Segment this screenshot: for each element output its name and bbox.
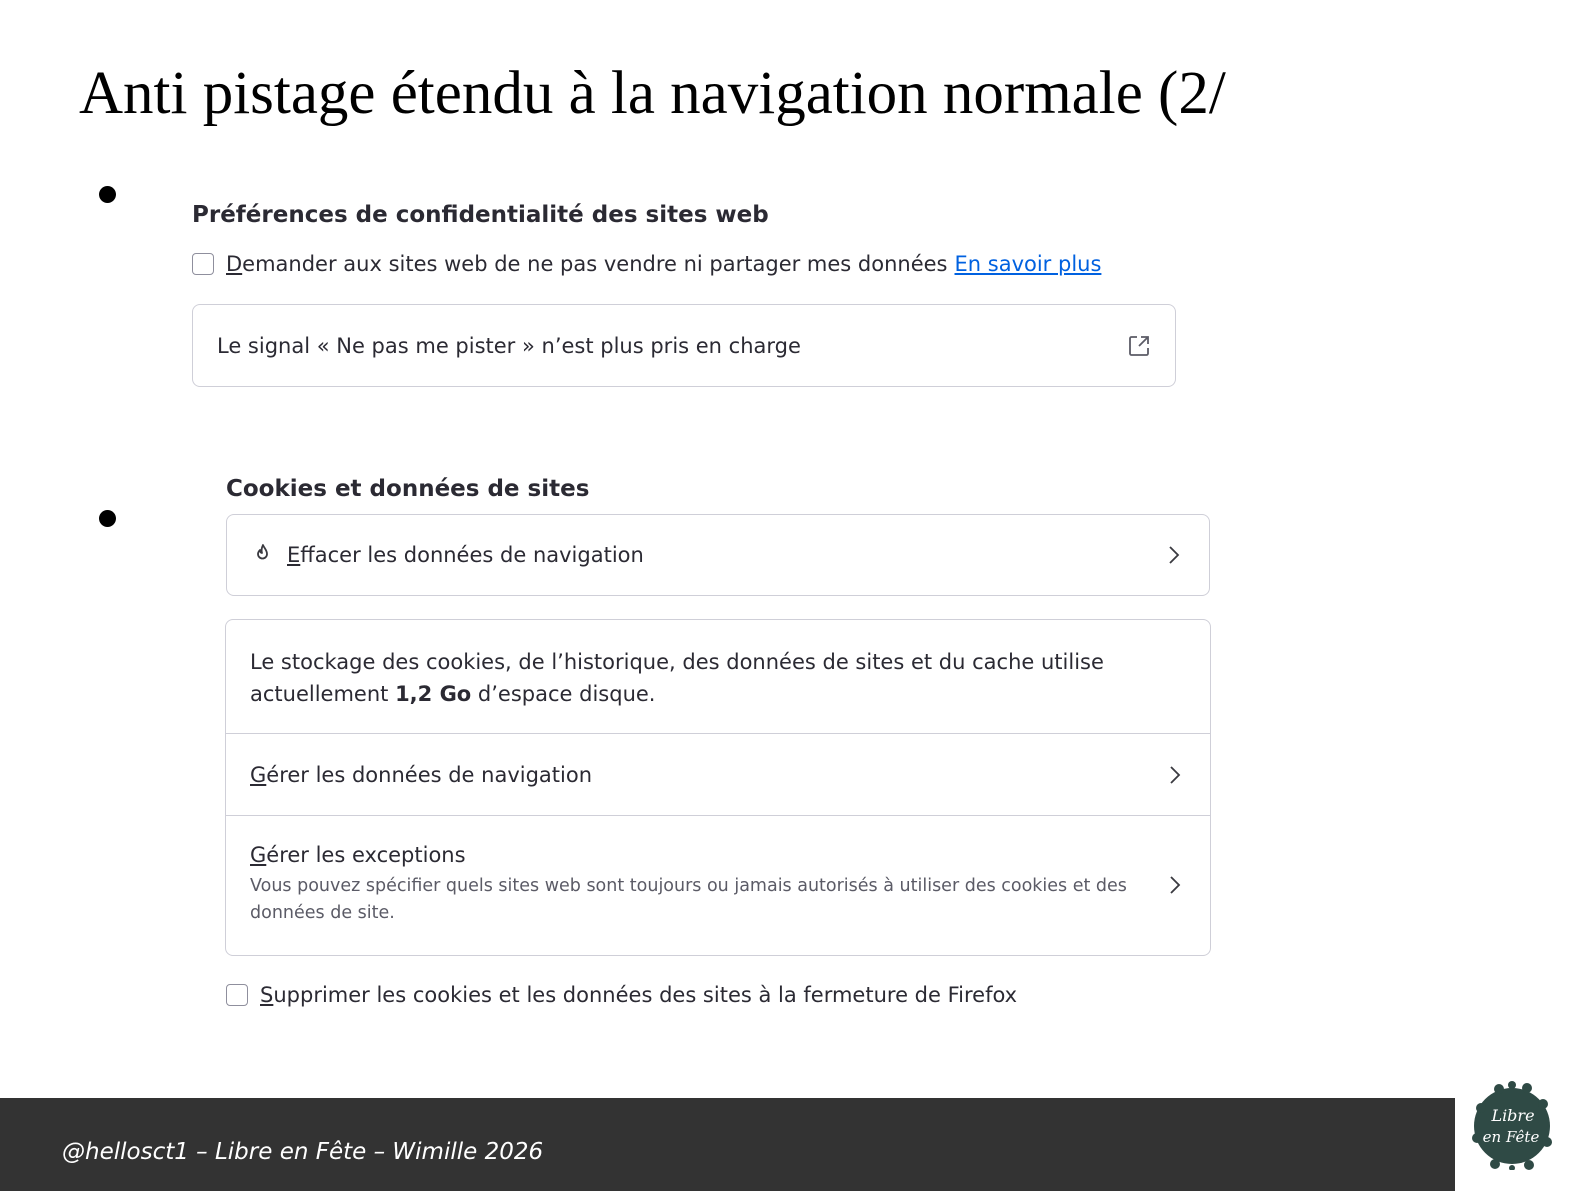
- storage-text-after: d’espace disque.: [471, 682, 656, 706]
- delete-on-close-label[interactable]: Supprimer les cookies et les données des sites à la fermeture de Firefox: [260, 983, 1018, 1007]
- learn-more-link[interactable]: En savoir plus: [954, 252, 1102, 276]
- logo-line2: en Fête: [1482, 1128, 1540, 1146]
- slide-title: Anti pistage étendu à la navigation normale (2/: [79, 60, 1226, 127]
- flame-icon: [251, 543, 275, 567]
- privacy-prefs-heading: Préférences de confidentialité des sites web: [192, 202, 769, 228]
- bullet-cookies: [99, 510, 116, 527]
- manage-exceptions-label: Gérer les exceptions: [250, 843, 466, 867]
- manage-data-label: Gérer les données de navigation: [250, 762, 593, 787]
- storage-card: [225, 619, 1211, 956]
- manage-data-row[interactable]: [226, 734, 1210, 815]
- manage-exceptions-row[interactable]: [226, 816, 1210, 954]
- do-not-sell-row: [192, 252, 1101, 276]
- delete-on-close-checkbox[interactable]: [226, 984, 248, 1006]
- dnt-card-text: Le signal « Ne pas me pister » n’est plus pris en charge: [217, 333, 801, 358]
- storage-size: 1,2 Go: [395, 682, 472, 706]
- footer-text: @hellosct1 – Libre en Fête – Wimille 2026: [62, 1139, 544, 1165]
- clear-data-label: Effacer les données de navigation: [287, 543, 644, 567]
- chevron-right-icon: [1168, 764, 1182, 786]
- do-not-sell-checkbox[interactable]: [192, 253, 214, 275]
- chevron-right-icon: [1167, 544, 1181, 566]
- storage-info: [226, 620, 1210, 733]
- chevron-right-icon: [1168, 874, 1182, 896]
- external-link-icon[interactable]: [1127, 334, 1151, 358]
- delete-on-close-row: [226, 983, 1017, 1007]
- clear-data-card[interactable]: [226, 514, 1210, 596]
- libre-en-fete-logo: [1469, 1080, 1555, 1170]
- cookies-heading: Cookies et données de sites: [226, 476, 590, 502]
- bullet-privacy: [99, 186, 116, 203]
- logo-line1: Libre: [1491, 1106, 1535, 1125]
- do-not-sell-label[interactable]: Demander aux sites web de ne pas vendre ni partager mes données: [226, 252, 948, 276]
- manage-exceptions-desc: Vous pouvez spécifier quels sites web sont toujours ou jamais autorisés à utiliser des cookies et des données de site.: [250, 876, 1127, 923]
- storage-text-before: Le stockage des cookies, de l’historique, des données de sites et du cache utilise actuellement: [250, 650, 1104, 706]
- dnt-card[interactable]: [192, 304, 1176, 387]
